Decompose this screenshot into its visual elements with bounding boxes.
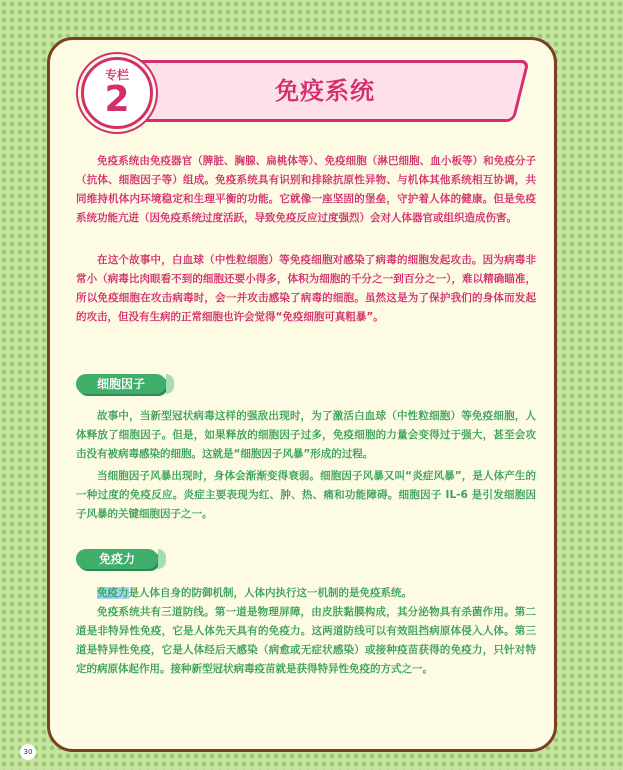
section-heading-immunity: 免疫力 [76, 549, 158, 569]
intro-paragraph-1: 免疫系统由免疫器官（脾脏、胸腺、扁桃体等）、免疫细胞（淋巴细胞、血小板等）和免疫分子（抗体、细胞因子等）组成。免疫系统具有识别和排除抗原性异物、与机体其他系统相互协调，共同维持机体内环境稳定和生理平衡的功能。它就像一座坚固的堡垒，守护着人体的健康。但是免疫系统功能亢进（因免疫系统过度活跃，导致免疫反应过度强烈）会对人体器官或组织造成伤害。 [76, 155, 536, 224]
cytokine-paragraph-1: 故事中，当新型冠状病毒这样的强敌出现时，为了激活白血球（中性粒细胞）等免疫细胞，人体释放了细胞因子。但是，如果释放的细胞因子过多，免疫细胞的力量会变得过于强大，甚至会攻击没有被病毒感染的细胞。这就是“细胞因子风暴”形成的过程。 [76, 410, 536, 460]
cytokine-paragraph-2: 当细胞因子风暴出现时，身体会渐渐变得衰弱。细胞因子风暴又叫“炎症风暴”，是人体产生的一种过度的免疫反应。炎症主要表现为红、肿、热、痛和功能障碍。细胞因子 IL-6 是引发细胞因子风暴的关键细胞因子之一。 [76, 470, 536, 520]
page-number: 30 [20, 744, 36, 760]
immunity-paragraph-2: 免疫系统共有三道防线。第一道是物理屏障，由皮肤黏膜构成，其分泌物具有杀菌作用。第二道是非特异性免疫，它是人体先天具有的免疫力。这两道防线可以有效阻挡病原体侵入人体。第三道是特异性免疫，它是人体经后天感染（病愈或无症状感染）或接种疫苗获得的免疫力，只针对特定的病原体起作用。接种新型冠状病毒疫苗就是获得特异性免疫的方式之一。 [76, 606, 536, 675]
column-card [47, 37, 557, 752]
highlighted-term: 免疫力 [97, 587, 129, 599]
badge-number: 2 [104, 79, 130, 120]
page-title: 免疫系统 [275, 77, 375, 105]
immunity-paragraph-1 [76, 584, 536, 603]
column-badge [81, 57, 153, 129]
intro-paragraph-2: 在这个故事中，白血球（中性粒细胞）等免疫细胞对感染了病毒的细胞发起攻击。因为病毒非常小（病毒比肉眼看不到的细胞还要小得多，体积为细胞的千分之一到百分之一），难以精确瞄准，所以免疫细胞在攻击病毒时，会一并攻击感染了病毒的细胞。虽然这是为了保护我们的身体而发起的攻击，但没有生病的正常细胞也许会觉得“免疫细胞可真粗暴”。 [76, 254, 536, 323]
section-heading-cytokine: 细胞因子 [76, 374, 166, 394]
badge-label: 专栏 [104, 68, 129, 82]
immunity-paragraph-1-text: 是人体自身的防御机制，人体内执行这一机制的是免疫系统。 [128, 587, 412, 599]
